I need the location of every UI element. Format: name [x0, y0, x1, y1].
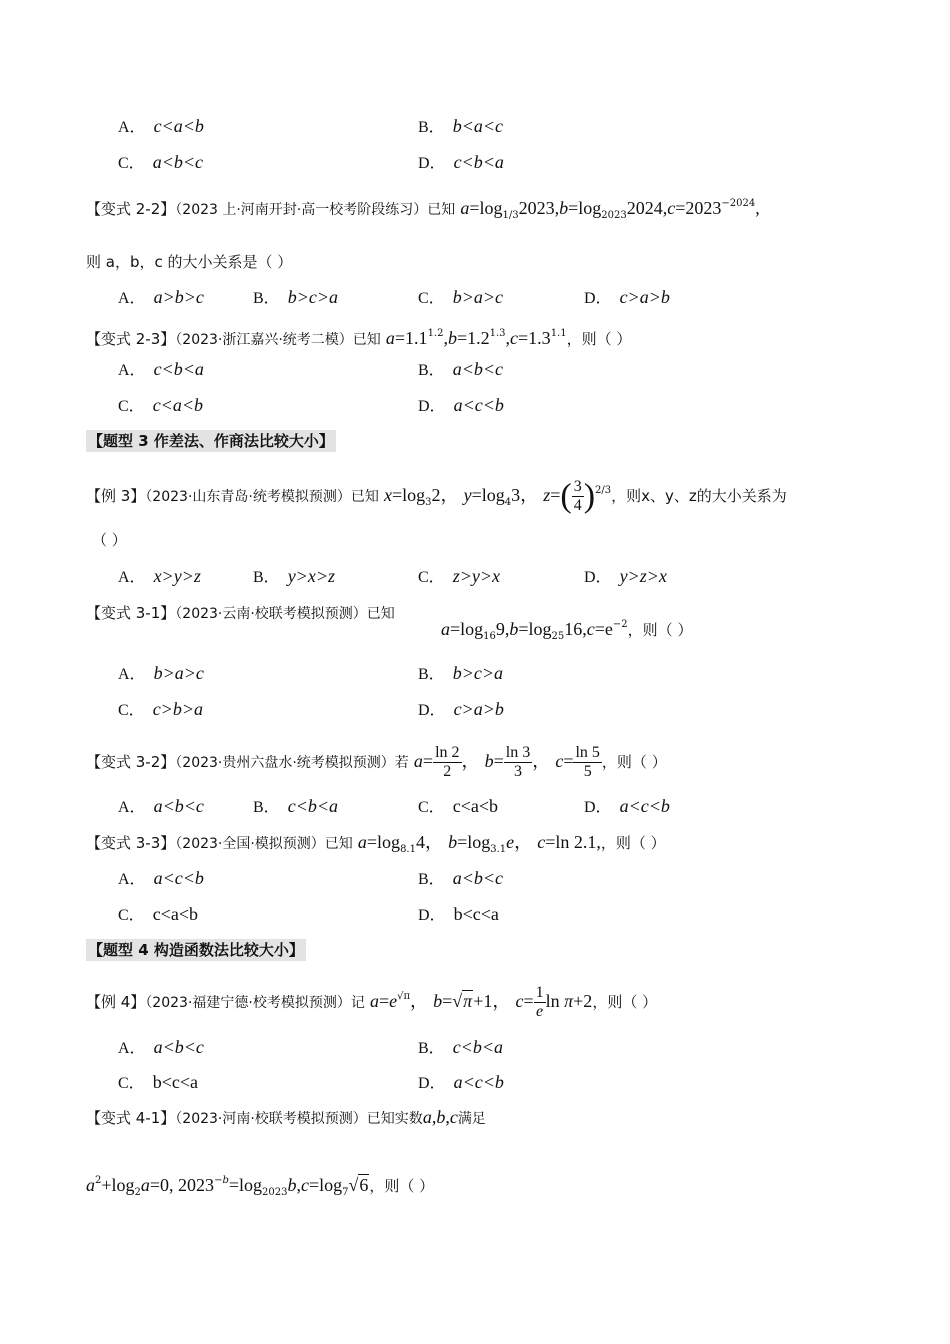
option-d[interactable]: D． a<c<b	[584, 796, 670, 816]
option-b[interactable]: B． b<a<c	[418, 116, 503, 136]
example-3-stem: 【例 3】（2023·山东青岛·统考模拟预测）已知 $x=\log_32$， $y=\log_43$， z=( $\frac{3}{4}$ )$^{2/3}$，则x、y、z的大小关系为	[86, 477, 787, 515]
variant-3-1-stem: 【变式 3-1】（2023·云南·校联考模拟预测）已知	[86, 604, 395, 622]
option-d[interactable]: D． a<c<b	[418, 1072, 504, 1092]
example-3-paren: （ ）	[92, 531, 127, 549]
example-4-stem: 【例 4】（2023·福建宁德·校考模拟预测）记 $a=e^{√\pi}$， b=√π+1， c= $\frac{1}{e}$ ln π+2，则（ ）	[86, 984, 658, 1020]
option-c[interactable]: C． b>a>c	[418, 287, 503, 307]
option-a[interactable]: A． x>y>z	[118, 566, 201, 586]
option-a[interactable]: A． b>a>c	[118, 663, 204, 683]
option-b[interactable]: B． c<b<a	[418, 1037, 503, 1057]
option-c[interactable]: C． c<a<b	[118, 395, 203, 415]
option-b[interactable]: B． a<b<c	[418, 868, 503, 888]
option-a[interactable]: A． a<b<c	[118, 1037, 204, 1057]
option-c[interactable]: C． a<b<c	[118, 152, 203, 172]
option-a[interactable]: A． a<c<b	[118, 868, 204, 888]
variant-4-1-stem: 【变式 4-1】（2023·河南·校联考模拟预测）已知实数a,b,c满足	[86, 1107, 486, 1127]
option-a[interactable]: A． c<b<a	[118, 359, 204, 379]
variant-3-1-formula: $a=\log_{16}9,b=\log_{25}16,c=e^{-2}$，则（ ）	[441, 619, 693, 642]
option-b[interactable]: B． y>x>z	[253, 566, 335, 586]
variant-3-2-stem: 【变式 3-2】（2023·贵州六盘水·统考模拟预测）若 a= $\frac{\ln 2}{2}$ ， b= $\frac{\ln 3}{3}$ ， c= $\frac{\ln 5}{5}$ ，则（ ）	[86, 744, 667, 780]
variant-4-1-formula: $a^2+\log_2a=0$, $2023^{-b}=\log_{2023}b,c=\log_7√6$，则（ ）	[86, 1175, 435, 1198]
variant-2-2-stem: 【变式 2-2】（2023 上·河南开封·高一校考阶段练习）已知 $a=\log_{1/3}2023,b=\log_{2023}2024,c=2023^{-2024}$,	[86, 198, 760, 221]
option-d[interactable]: D． y>z>x	[584, 566, 667, 586]
option-d[interactable]: D． c>a>b	[584, 287, 670, 307]
variant-3-3-stem: 【变式 3-3】（2023·全国·模拟预测）已知 $a=\log_{8.1}4$， $b=\log_{3.1}e$， c=ln 2.1,，则（ ）	[86, 832, 666, 855]
option-d[interactable]: D． c>a>b	[418, 699, 504, 719]
option-b[interactable]: B． b>c>a	[418, 663, 503, 683]
option-a[interactable]: A． a>b>c	[118, 287, 204, 307]
option-b[interactable]: B． b>c>a	[253, 287, 338, 307]
option-a[interactable]: A． c<a<b	[118, 116, 204, 136]
option-c[interactable]: C． z>y>x	[418, 566, 500, 586]
option-c[interactable]: C． c>b>a	[118, 699, 203, 719]
option-d[interactable]: D． b<c<a	[418, 904, 499, 924]
option-d[interactable]: D． c<b<a	[418, 152, 504, 172]
option-d[interactable]: D． a<c<b	[418, 395, 504, 415]
option-c[interactable]: C． c<a<b	[118, 904, 198, 924]
option-a[interactable]: A． a<b<c	[118, 796, 204, 816]
variant-2-3-stem: 【变式 2-3】（2023·浙江嘉兴·统考二模）已知 $a=1.1^{1.2},b=1.2^{1.3},c=1.3^{1.1}$，则（ ）	[86, 328, 632, 348]
option-b[interactable]: B． a<b<c	[418, 359, 503, 379]
section-heading-4: 【题型 4 构造函数法比较大小】	[88, 941, 304, 959]
section-heading-3: 【题型 3 作差法、作商法比较大小】	[88, 432, 334, 450]
option-c[interactable]: C． b<c<a	[118, 1072, 198, 1092]
option-b[interactable]: B． c<b<a	[253, 796, 338, 816]
option-c[interactable]: C． c<a<b	[418, 796, 498, 816]
variant-2-2-question: 则 a，b，c 的大小关系是（ ）	[86, 253, 293, 271]
